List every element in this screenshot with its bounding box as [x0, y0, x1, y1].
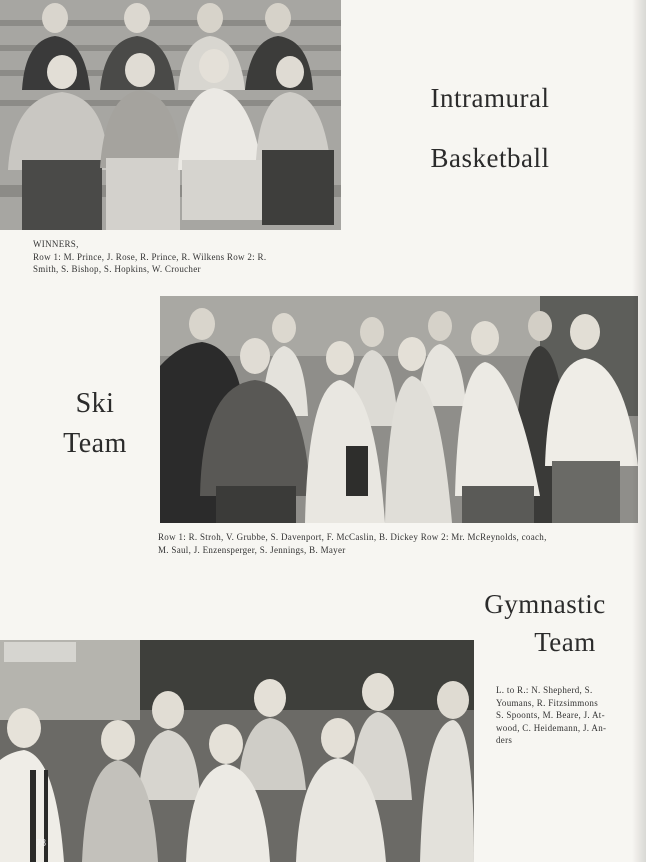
ski-team-title	[40, 384, 150, 464]
page-edge-shadow	[632, 0, 646, 862]
gymnastic-team-title	[470, 585, 620, 661]
intramural-basketball-photo	[0, 0, 341, 230]
caption-line5: ders	[496, 735, 513, 745]
caption-row1: Row 1: R. Stroh, V. Grubbe, S. Davenport, F. McCaslin, B. Dickey Row 2: Mr. McReynolds, coach,	[158, 532, 547, 542]
caption-line3: S. Spoonts, M. Beare, J. At-	[496, 710, 605, 720]
caption-line1: L. to R.: N. Shepherd, S.	[496, 685, 593, 695]
gymnastic-team-caption	[496, 684, 636, 747]
title-line-team: Team	[63, 428, 127, 459]
title-line-basketball: Basketball	[430, 143, 550, 173]
caption-line2: Youmans, R. Fitzsimmons	[496, 697, 599, 708]
caption-row1: Row 1: M. Prince, J. Rose, R. Prince, R. Wilkens Row 2: R.	[33, 251, 267, 262]
caption-row2: M. Saul, J. Enzensperger, S. Jennings, B. Mayer	[158, 544, 346, 555]
title-line-team: Team	[534, 627, 596, 657]
page-number: 78	[36, 838, 46, 849]
title-line-intramural: Intramural	[430, 83, 550, 113]
ski-team-photo	[160, 296, 638, 523]
intramural-basketball-title	[400, 68, 580, 188]
title-line-gymnastic: Gymnastic	[484, 589, 606, 619]
caption-line4: wood, C. Heidemann, J. An-	[496, 722, 607, 733]
ski-team-caption	[158, 531, 640, 556]
caption-row2: Smith, S. Bishop, S. Hopkins, W. Croucher	[33, 264, 201, 274]
gymnastic-team-photo	[0, 640, 474, 862]
title-line-ski: Ski	[75, 388, 115, 419]
caption-heading: WINNERS,	[33, 239, 79, 249]
intramural-caption	[33, 238, 333, 276]
